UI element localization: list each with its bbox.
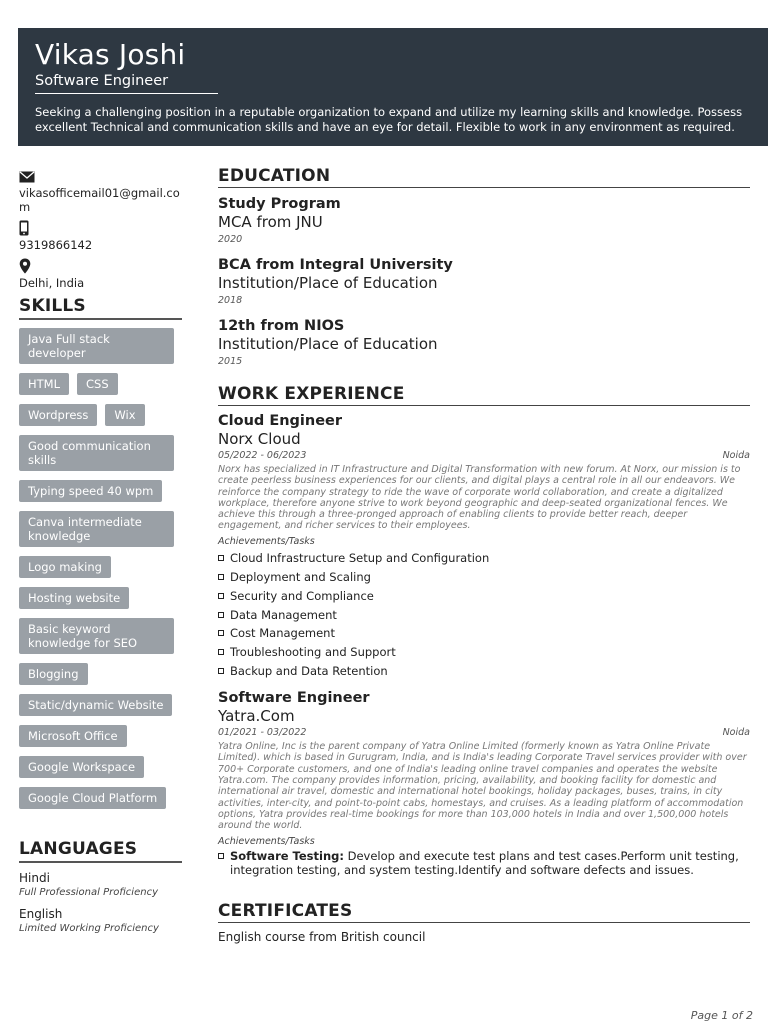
skill-pill: Good communication skills [19,435,174,471]
header-banner [18,28,768,146]
square-bullet-icon [218,612,224,618]
square-bullet-icon [218,555,224,561]
square-bullet-icon [218,668,224,674]
skill-pill: Static/dynamic Website [19,694,172,716]
job-company: Norx Cloud [218,430,301,448]
work-heading: WORK EXPERIENCE [218,384,750,406]
education-title: Study Program [218,196,341,212]
task-text: Develop and execute test plans and test cases.Perform unit testing, integration testing, and system testing.Identify and software defects and issues. [230,848,739,877]
task-item: Troubleshooting and Support [218,643,750,662]
education-item [218,317,750,368]
language-item [19,907,182,935]
skill-pill: Microsoft Office [19,725,127,747]
education-item [218,256,750,307]
skills-heading: SKILLS [19,296,182,320]
job-description: Yatra Online, Inc is the parent company of Yatra Online Limited (formerly known as Yatra Online Private Limited). which is based in Gurugram, India, and is India's leading Corporate Travel services provider with over 700+ Corporate customers, and one of India's leading online travel companies and operates the website Yatra.com. The company provides information, pricing, availability, and booking facility for domestic and international air travel, domestic and international hotel bookings, holiday packages, buses, trains, in city activities, inter-city, and point-to-point cabs, homestays, and cruises. As a leading platform of accommodation options, Yatra provides real-time bookings for more than 103,000 hotels in India and over 1,500,000 hotels around the world. [218,741,747,832]
skill-pill: Wordpress [19,404,97,426]
location-pin-icon [19,258,182,274]
skill-pill: Typing speed 40 wpm [19,480,162,502]
task-bold: Software Testing: [230,848,344,863]
achievements-label: Achievements/Tasks [218,835,315,847]
contact-phone [19,220,182,252]
location-text: Delhi, India [19,276,85,290]
education-sub: MCA from JNU [218,213,323,231]
education-date: 2015 [218,356,243,367]
job-location: Noida [722,727,750,739]
job-location: Noida [722,450,750,461]
square-bullet-icon [218,593,224,599]
language-level: Full Professional Proficiency [19,887,158,898]
task-item [218,849,750,877]
job-dates: 05/2022 - 06/2023 [218,450,307,461]
job-dates: 01/2021 - 03/2022 [218,727,307,739]
square-bullet-icon [218,574,224,580]
job-item [218,690,750,876]
task-item: Cost Management [218,624,750,643]
language-level: Limited Working Proficiency [19,923,159,934]
left-column [19,168,182,943]
task-list [218,849,750,877]
education-sub: Institution/Place of Education [218,335,438,353]
phone-icon [19,220,182,236]
page-number: Page 1 of 2 [690,1009,753,1022]
summary: Seeking a challenging position in a reputable organization to expand and utilize my learning skills and knowledge. Possess excellent Technical and communication skills and have an eye for detail. Flexible to work in any environment as required. [35,105,743,134]
languages-heading: LANGUAGES [19,839,182,863]
job-meta [218,727,750,739]
skill-pill: Java Full stack developer [19,328,174,364]
job-title: Software Engineer [218,690,370,707]
task-item: Cloud Infrastructure Setup and Configuration [218,549,750,568]
job-role: Software Engineer [35,72,218,94]
skill-pill: Logo making [19,556,111,578]
education-title: BCA from Integral University [218,257,453,273]
language-name: Hindi [19,871,50,885]
achievements-label: Achievements/Tasks [218,535,315,547]
education-date: 2018 [218,295,243,306]
certificate-item: English course from British council [218,929,426,944]
task-item: Data Management [218,606,750,625]
job-title: Cloud Engineer [218,413,343,429]
job-company: Yatra.Com [218,707,295,726]
education-sub: Institution/Place of Education [218,274,438,292]
skill-pill: Hosting website [19,587,129,609]
task-item: Deployment and Scaling [218,568,750,587]
task-list [218,549,750,681]
job-item [218,413,750,681]
envelope-icon [19,168,182,184]
square-bullet-icon [218,649,224,655]
skill-pill: Blogging [19,663,88,685]
education-title: 12th from NIOS [218,318,345,334]
skill-pill: CSS [77,373,118,395]
square-bullet-icon [218,630,224,636]
education-heading: EDUCATION [218,166,750,188]
skill-pill: Basic keyword knowledge for SEO [19,618,174,654]
contact-location [19,258,182,290]
job-meta [218,450,750,462]
skill-pill: Google Cloud Platform [19,787,166,809]
candidate-name: Vikas Joshi [35,38,186,71]
email-text[interactable]: vikasofficemail01@gmail.com [19,186,180,214]
task-item: Backup and Data Retention [218,662,750,681]
language-item [19,871,182,899]
skill-pill: Canva intermediate knowledge [19,511,174,547]
job-description: Norx has specialized in IT Infrastructure and Digital Transformation with new forum. At Norx, our mission is to create peerless business experiences for our clients, and digital plays a central role in all our endeavors. We reinforce the company strategy to ride the wave of corporate world collaboration, and create a digitalized workplace, therefore anyone strive to work beyond geographic and deep-seated organizational fences. We achieve this through a three-pronged approach of enabling clients to provide better reach, deeper engagement, and richer services to their employees. [218,464,741,532]
skill-pill: Wix [105,404,144,426]
certificates-heading: CERTIFICATES [218,901,750,923]
education-date: 2020 [218,234,243,245]
language-name: English [19,907,63,921]
contact-email [19,168,182,214]
right-column [218,166,750,945]
skills-list [19,328,182,809]
education-item [218,195,750,246]
task-item: Security and Compliance [218,587,750,606]
square-bullet-icon [218,853,224,859]
phone-text: 9319866142 [19,238,93,252]
skill-pill: Google Workspace [19,756,144,778]
skill-pill: HTML [19,373,69,395]
